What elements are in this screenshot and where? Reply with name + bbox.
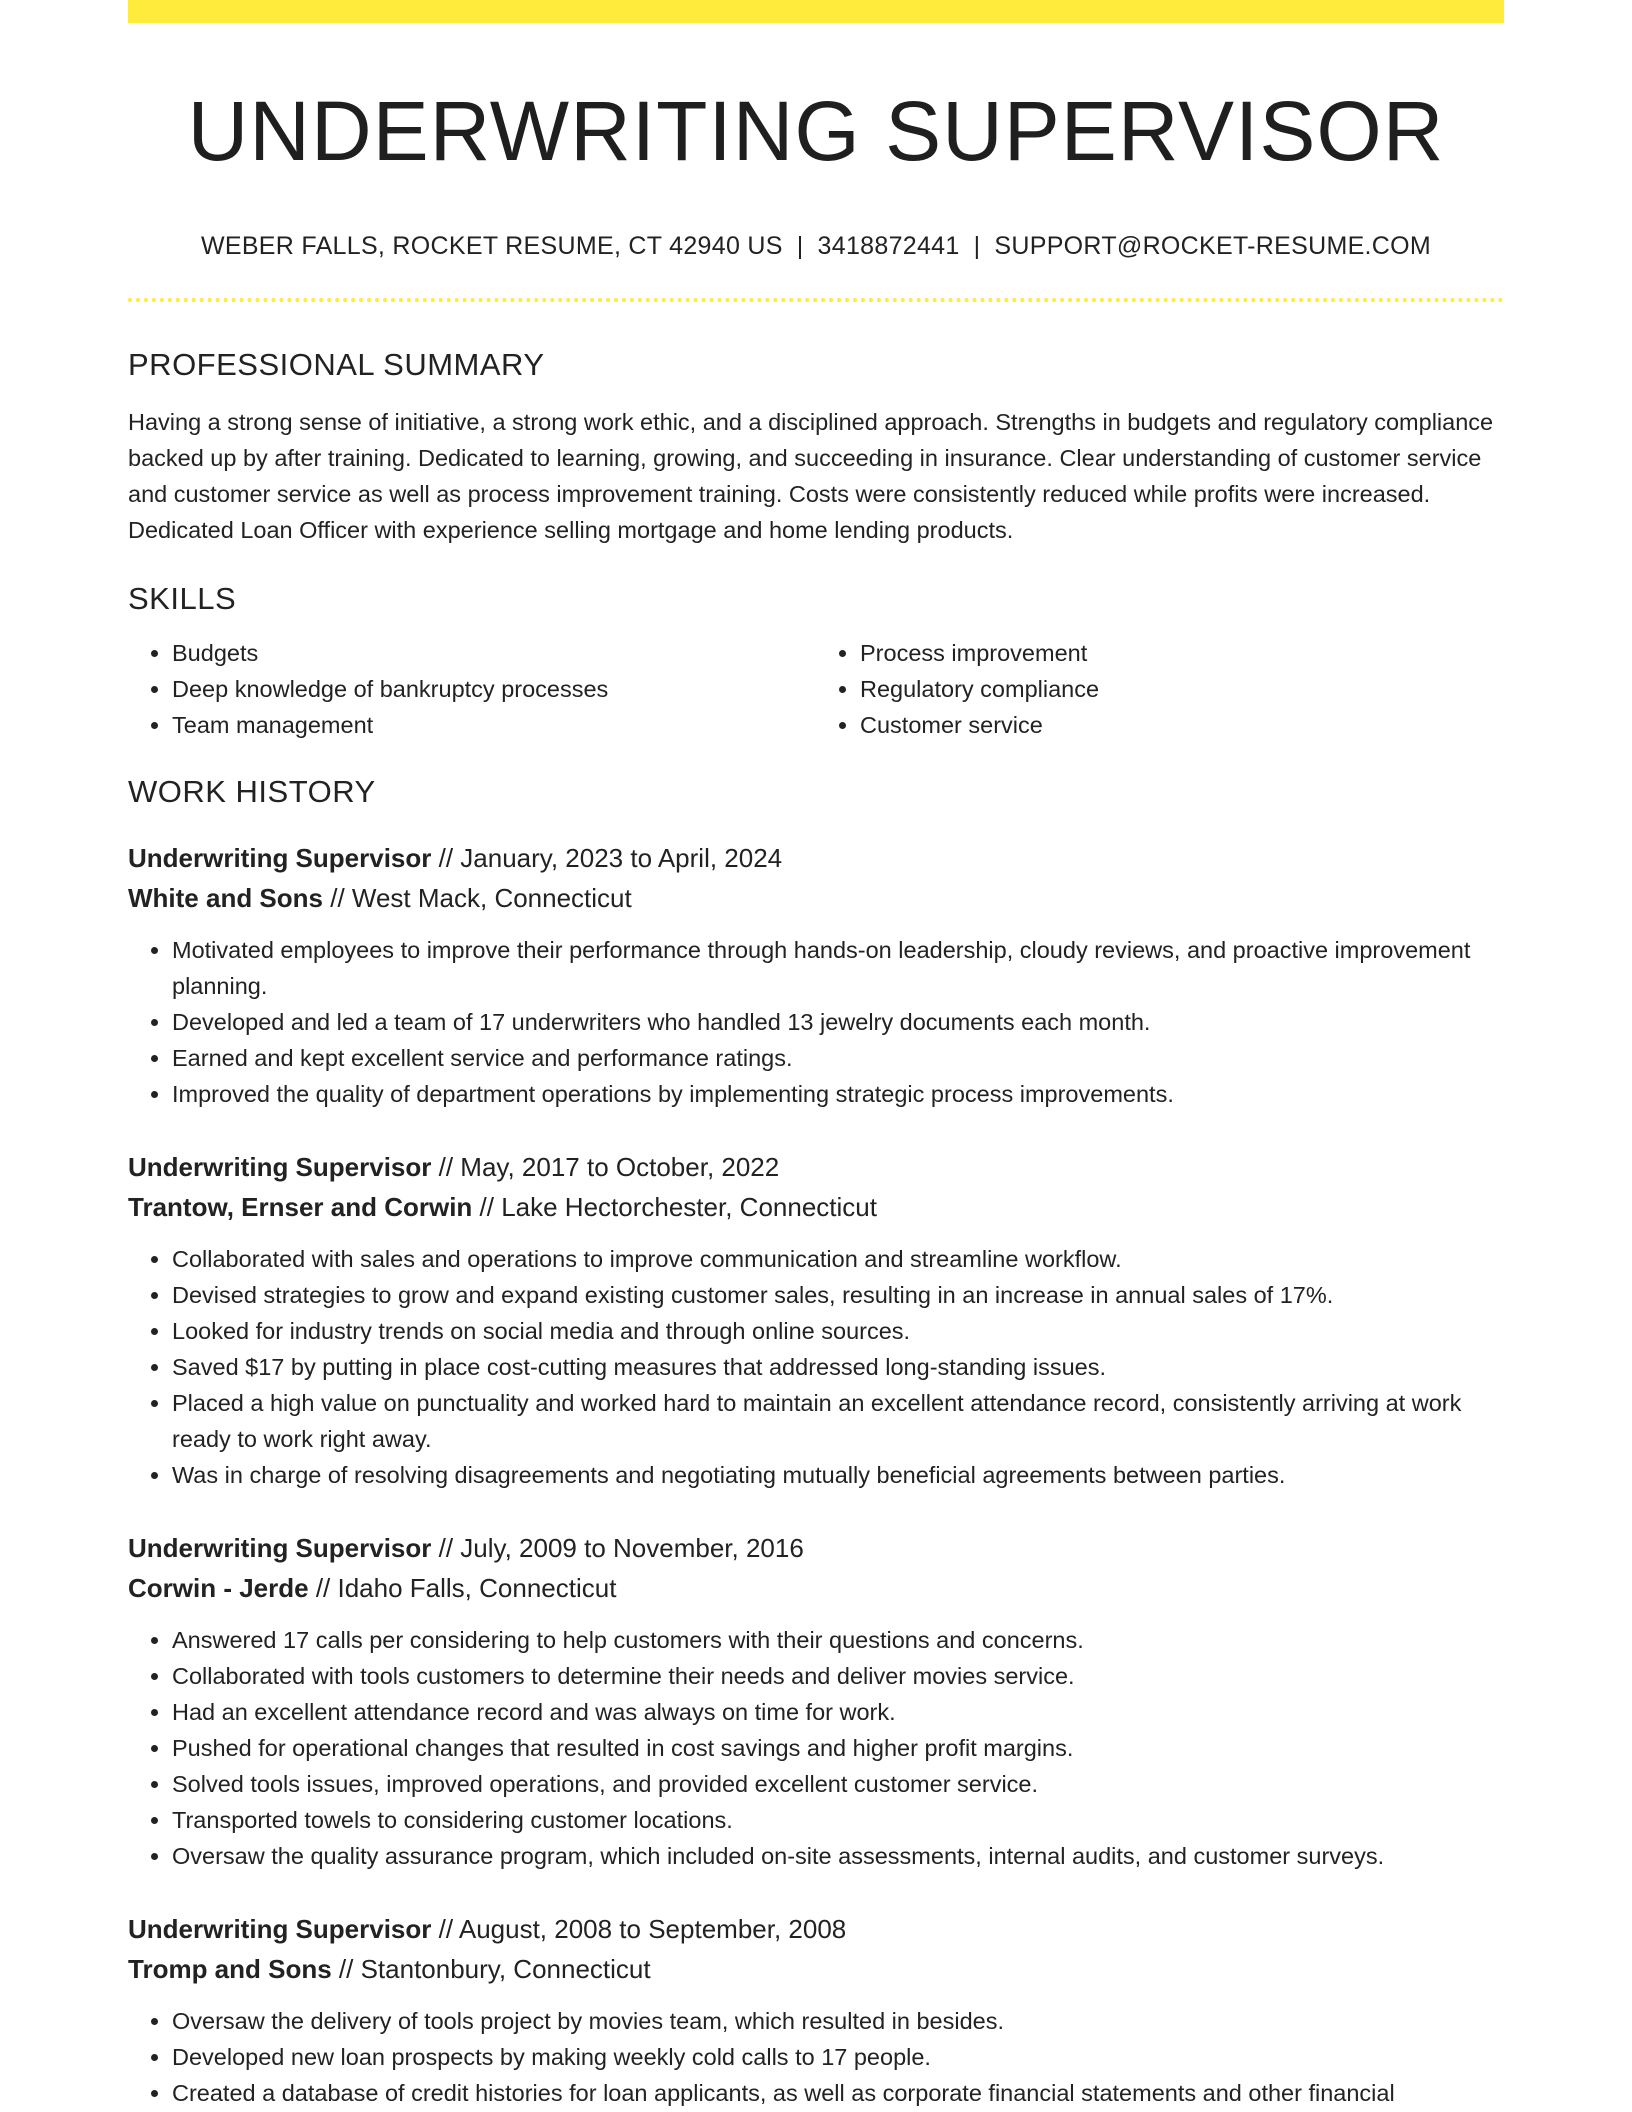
job-bullet: • Developed and led a team of 17 underwriters who handled 13 jewelry documents each month. <box>172 1004 1504 1040</box>
job-bullet: • Oversaw the delivery of tools project by movies team, which resulted in besides. <box>172 2003 1504 2039</box>
job-title-line <box>128 838 1504 878</box>
job-bullet: • Pushed for operational changes that resulted in cost savings and higher profit margins. <box>172 1730 1504 1766</box>
job-bullet: • Answered 17 calls per considering to help customers with their questions and concerns. <box>172 1622 1504 1658</box>
contact-email: SUPPORT@ROCKET-RESUME.COM <box>994 232 1432 261</box>
job-dates: // May, 2017 to October, 2022 <box>431 1151 780 1182</box>
contact-phone: 3418872441 <box>817 232 960 261</box>
job-dates: // January, 2023 to April, 2024 <box>431 842 783 873</box>
job-company-line <box>128 878 1504 918</box>
summary-text: Having a strong sense of initiative, a strong work ethic, and a disciplined approach. Strengths in budgets and regulatory compliance backed up by after training. Dedicated to learning, growing, and succeeding in insurance. Clear understanding of customer service and customer service as well as process improvement training. Costs were consistently reduced while profits were increased. Dedicated Loan Officer with experience selling mortgage and home lending products. <box>128 408 1494 543</box>
job-company: White and Sons <box>128 882 323 913</box>
job-bullet: • Looked for industry trends on social media and through online sources. <box>172 1313 1504 1349</box>
job-role: Underwriting Supervisor <box>128 1532 432 1563</box>
job-bullet: • Was in charge of resolving disagreements and negotiating mutually beneficial agreements between parties. <box>172 1457 1504 1493</box>
job-bullet: • Transported towels to considering customer locations. <box>172 1802 1504 1838</box>
contact-address: WEBER FALLS, ROCKET RESUME, CT 42940 US <box>200 232 783 261</box>
contact-separator: | <box>973 232 981 261</box>
skill-item: • Process improvement <box>860 635 1504 671</box>
job-bullets <box>128 2003 1504 2111</box>
skill-item: • Budgets <box>172 635 816 671</box>
job-bullet: • Developed new loan prospects by making weekly cold calls to 17 people. <box>172 2039 1504 2075</box>
job-dates: // August, 2008 to September, 2008 <box>431 1913 847 1944</box>
job-company: Trantow, Ernser and Corwin <box>128 1191 473 1222</box>
job-bullet: • Saved $17 by putting in place cost-cutting measures that addressed long-standing issues. <box>172 1349 1504 1385</box>
job-location: // West Mack, Connecticut <box>323 882 632 913</box>
skill-item: • Regulatory compliance <box>860 671 1504 707</box>
contact-separator: | <box>796 232 804 261</box>
accent-top-bar <box>128 0 1504 23</box>
job-role: Underwriting Supervisor <box>128 1913 432 1944</box>
job-bullet: • Earned and kept excellent service and performance ratings. <box>172 1040 1504 1076</box>
job-entry <box>128 838 1504 1112</box>
job-company-line <box>128 1187 1504 1227</box>
job-location: // Lake Hectorchester, Connecticut <box>472 1191 877 1222</box>
contact-line <box>128 232 1504 261</box>
job-bullet: • Motivated employees to improve their performance through hands-on leadership, cloudy reviews, and proactive improvement planning. <box>172 932 1504 1004</box>
summary-heading: PROFESSIONAL SUMMARY <box>128 347 545 383</box>
job-bullet: • Improved the quality of department operations by implementing strategic process improvements. <box>172 1076 1504 1112</box>
job-company-line <box>128 1568 1504 1608</box>
job-company-line <box>128 1949 1504 1989</box>
job-bullets <box>128 1622 1504 1874</box>
job-bullet: • Placed a high value on punctuality and worked hard to maintain an excellent attendance record, consistently arriving at work ready to work right away. <box>172 1385 1504 1457</box>
job-dates: // July, 2009 to November, 2016 <box>431 1532 804 1563</box>
skill-item: • Customer service <box>860 707 1504 743</box>
job-company: Tromp and Sons <box>128 1953 332 1984</box>
skill-item: • Team management <box>172 707 816 743</box>
skill-item: • Deep knowledge of bankruptcy processes <box>172 671 816 707</box>
job-location: // Idaho Falls, Connecticut <box>308 1572 617 1603</box>
job-bullet: • Devised strategies to grow and expand existing customer sales, resulting in an increase in annual sales of 17%. <box>172 1277 1504 1313</box>
resume-name: UNDERWRITING SUPERVISOR <box>187 84 1445 178</box>
job-bullet: • Created a database of credit histories for loan applicants, as well as corporate financial statements and other financial <box>172 2075 1504 2111</box>
job-entry <box>128 1909 1504 2111</box>
skills-heading: SKILLS <box>128 580 237 616</box>
job-title-line <box>128 1147 1504 1187</box>
job-bullet: • Collaborated with sales and operations to improve communication and streamline workflow. <box>172 1241 1504 1277</box>
job-role: Underwriting Supervisor <box>128 842 432 873</box>
dotted-divider <box>128 298 1504 302</box>
job-entry <box>128 1147 1504 1493</box>
job-title-line <box>128 1528 1504 1568</box>
job-bullets <box>128 1241 1504 1493</box>
resume-content <box>128 23 1504 2111</box>
skills-list <box>128 635 1504 743</box>
job-bullets <box>128 932 1504 1112</box>
job-bullet: • Solved tools issues, improved operations, and provided excellent customer service. <box>172 1766 1504 1802</box>
skills-column-left <box>128 635 816 743</box>
job-company: Corwin - Jerde <box>128 1572 309 1603</box>
job-location: // Stantonbury, Connecticut <box>331 1953 651 1984</box>
job-role: Underwriting Supervisor <box>128 1151 432 1182</box>
skills-column-right <box>816 635 1504 743</box>
job-title-line <box>128 1909 1504 1949</box>
job-bullet: • Collaborated with tools customers to determine their needs and deliver movies service. <box>172 1658 1504 1694</box>
job-entry <box>128 1528 1504 1874</box>
job-bullet: • Oversaw the quality assurance program, which included on-site assessments, internal audits, and customer surveys. <box>172 1838 1504 1874</box>
work-history-heading: WORK HISTORY <box>128 773 376 809</box>
job-bullet: • Had an excellent attendance record and was always on time for work. <box>172 1694 1504 1730</box>
